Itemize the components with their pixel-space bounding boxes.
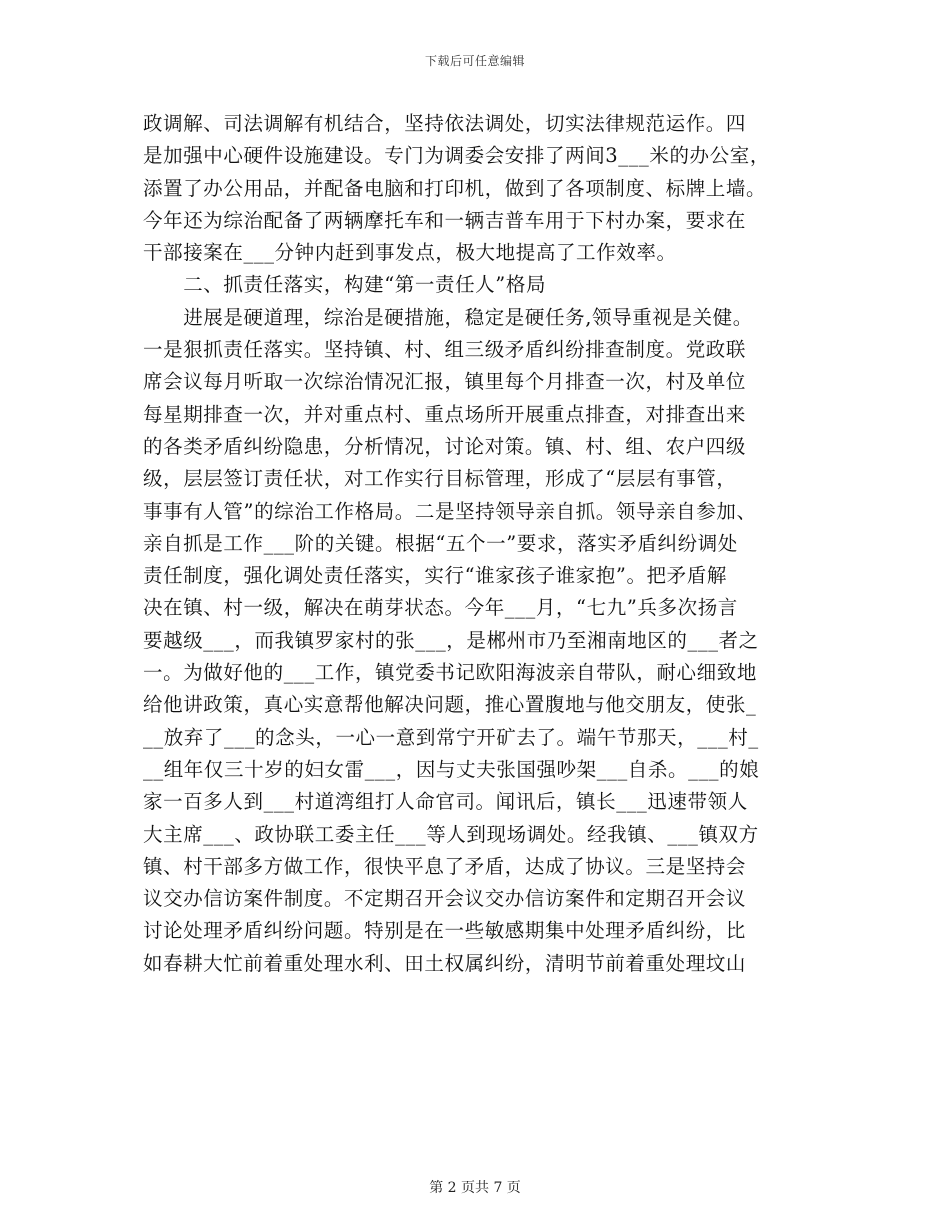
text-line: 一。为做好他的___工作，镇党委书记欧阳海波亲自带队，耐心细致地: [143, 661, 757, 685]
page-header: 下载后可任意编辑: [424, 54, 525, 68]
text-line: 亲自抓是工作___阶的关键。根据“五个一”要求，落实矛盾纠纷调处: [143, 531, 738, 555]
text-line: __组年仅三十岁的妇女雷___，因与丈夫张国强吵架___自杀。___的娘: [143, 757, 760, 781]
text-line: 每星期排查一次，并对重点村、重点场所开展重点排查，对排查出来: [143, 402, 747, 426]
heading-line: 二、抓责任落实，构建“第一责任人”格局: [143, 273, 547, 297]
text-line: 添置了办公用品，并配备电脑和打印机，做到了各项制度、标牌上墙。: [143, 176, 767, 200]
text-line: __放弃了___的念头，一心一意到常宁开矿去了。端午节那天，___村_: [143, 725, 759, 749]
text-line: 干部接案在___分钟内赶到事发点，极大地提高了工作效率。: [143, 241, 677, 265]
body-text: [143, 108, 815, 980]
text-line: 给他讲政策，真心实意帮他解决问题，推心置腹地与他交朋友，使张_: [143, 693, 757, 717]
text-line: 席会议每月听取一次综治情况汇报，镇里每个月排查一次，村及单位: [143, 370, 747, 394]
text-line: 家一百多人到___村道湾组打人命官司。闻讯后，镇长___迅速带领人: [143, 790, 748, 814]
text-line: 级，层层签订责任状，对工作实行目标管理，形成了“层层有事管，: [143, 467, 737, 491]
text-line: 决在镇、村一级，解决在萌芽状态。今年___月，“七九”兵多次扬言: [143, 596, 738, 620]
page-footer: 第 2 页共 7 页: [429, 1180, 521, 1196]
text-line: 大主席___、政协联工委主任___等人到现场调处。经我镇、___镇双方: [143, 822, 759, 846]
text-line: 是加强中心硬件设施建设。专门为调委会安排了两间3___米的办公室，: [143, 144, 770, 168]
text-line: 责任制度，强化调处责任落实，实行“谁家孩子谁家抱”。把矛盾解: [143, 564, 727, 588]
text-line: 要越级___，而我镇罗家村的张___，是郴州市乃至湘南地区的___者之: [143, 628, 759, 652]
text-line: 今年还为综治配备了两辆摩托车和一辆吉普车用于下村办案，要求在: [143, 208, 747, 232]
paragraph-1: [143, 108, 815, 269]
text-line: 进展是硬道理，综治是硬措施，稳定是硬任务,领导重视是关健。: [143, 305, 753, 329]
text-line: 一是狠抓责任落实。坚持镇、村、组三级矛盾纠纷排查制度。党政联: [143, 338, 747, 362]
text-line: 镇、村干部多方做工作，很快平息了矛盾，达成了协议。三是坚持会: [143, 854, 747, 878]
text-line: 的各类矛盾纠纷隐患，分析情况，讨论对策。镇、村、组、农户四级: [143, 434, 747, 458]
section-heading: [143, 269, 815, 301]
text-line: 议交办信访案件制度。不定期召开会议交办信访案件和定期召开会议: [143, 887, 747, 911]
paragraph-2: [143, 302, 815, 980]
text-line: 事事有人管”的综治工作格局。二是坚持领导亲自抓。领导亲自参加、: [143, 499, 757, 523]
text-line: 如春耕大忙前着重处理水利、田土权属纠纷，清明节前着重处理坟山: [143, 951, 747, 975]
text-line: 政调解、司法调解有机结合，坚持依法调处，切实法律规范运作。四: [143, 112, 747, 135]
text-line: 讨论处理矛盾纠纷问题。特别是在一些敏感期集中处理矛盾纠纷，比: [143, 919, 747, 943]
